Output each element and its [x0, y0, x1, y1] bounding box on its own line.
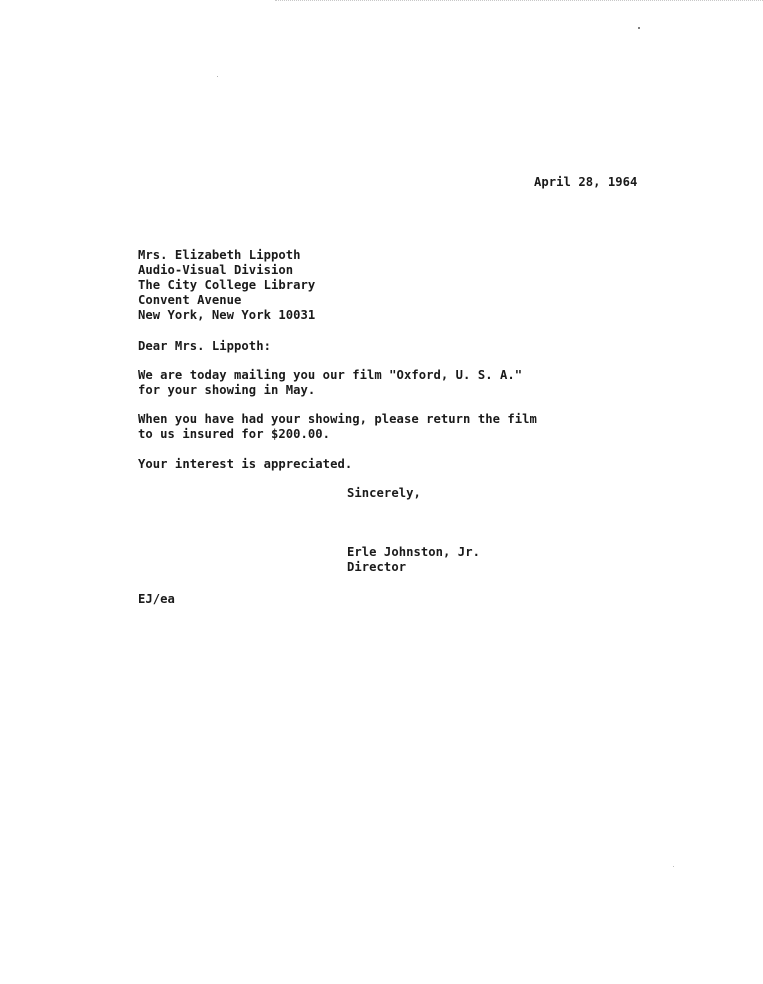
- recipient-organization: The City College Library: [138, 278, 316, 292]
- letter-date: April 28, 1964: [534, 175, 638, 189]
- recipient-name: Mrs. Elizabeth Lippoth: [138, 248, 301, 262]
- body-line: We are today mailing you our film "Oxford, U. S. A.": [138, 368, 523, 382]
- closing: Sincerely,: [347, 486, 421, 500]
- signer-title: Director: [347, 560, 407, 574]
- body-paragraph-3: Your interest is appreciated.: [138, 457, 353, 471]
- body-line: to us insured for $200.00.: [138, 427, 331, 441]
- paper-speck: [217, 76, 218, 77]
- signer-name: Erle Johnston, Jr.: [347, 545, 480, 559]
- body-line: for your showing in May.: [138, 383, 316, 397]
- paper-speck: [638, 27, 640, 29]
- body-line: When you have had your showing, please return the film: [138, 412, 537, 426]
- salutation: Dear Mrs. Lippoth:: [138, 339, 271, 353]
- reference-initials: EJ/ea: [138, 592, 175, 606]
- paper-speck: [673, 866, 674, 867]
- recipient-city: New York, New York 10031: [138, 308, 316, 322]
- page-top-edge: [275, 0, 763, 1]
- recipient-street: Convent Avenue: [138, 293, 242, 307]
- recipient-division: Audio-Visual Division: [138, 263, 294, 277]
